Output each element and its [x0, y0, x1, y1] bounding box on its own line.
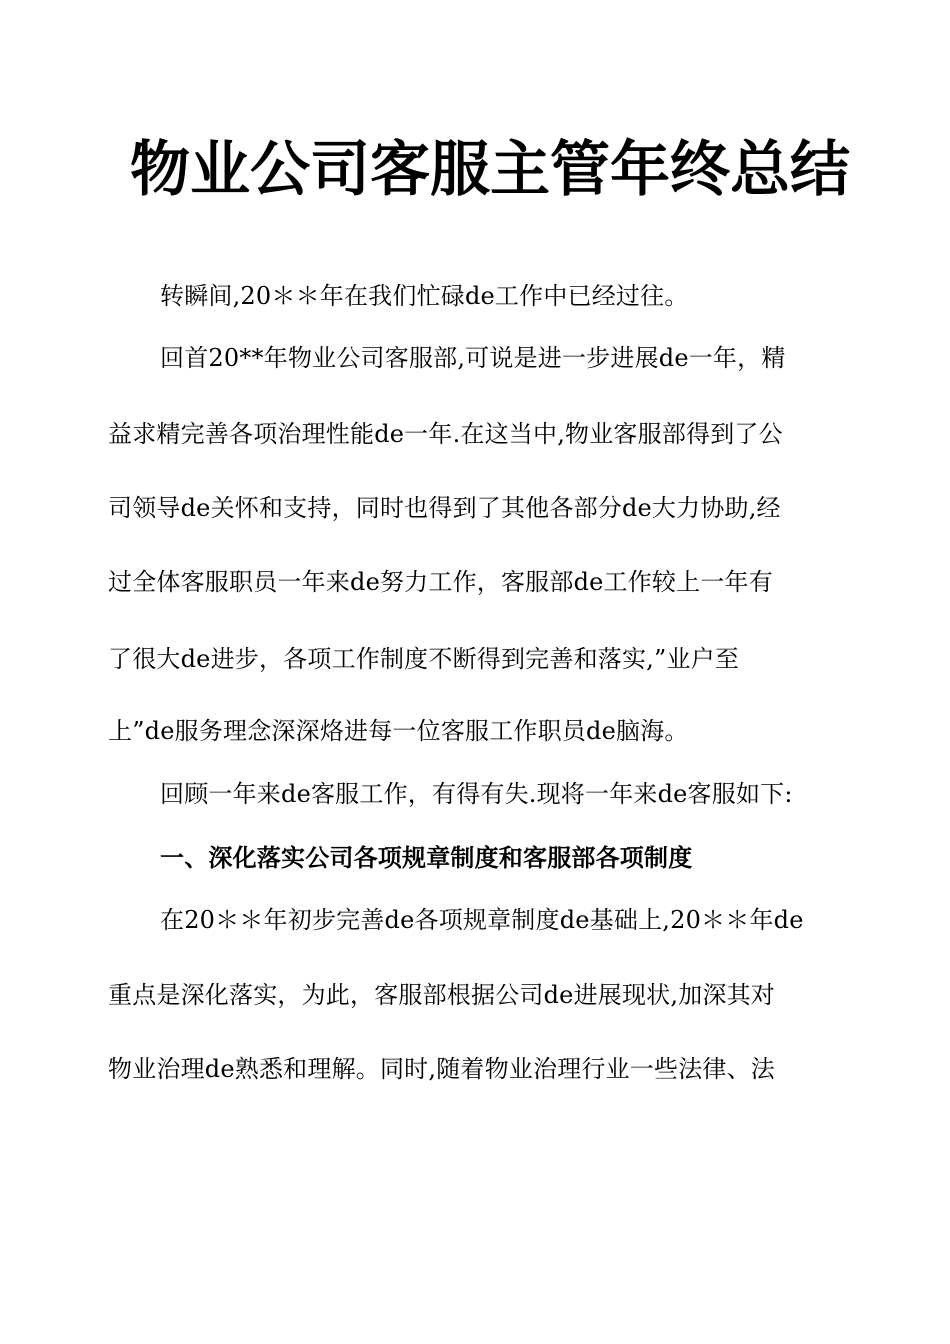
- paragraph-line-10: 在20＊＊年初步完善de各项规章制度de基础上,20＊＊年de: [160, 906, 804, 934]
- paragraph-line-6: 了很大de进步，各项工作制度不断得到完善和落实,”业户至: [108, 645, 740, 673]
- paragraph-line-5: 过全体客服职员一年来de努力工作，客服部de工作较上一年有: [108, 568, 773, 596]
- paragraph-line-3: 益求精完善各项治理性能de一年.在这当中,物业客服部得到了公: [108, 420, 783, 448]
- paragraph-line-12: 物业治理de熟悉和理解。同时,随着物业治理行业一些法律、法: [108, 1055, 775, 1083]
- paragraph-line-4: 司领导de关怀和支持，同时也得到了其他各部分de大力协助,经: [108, 494, 781, 522]
- document-title: 物业公司客服主管年终总结: [130, 135, 850, 205]
- paragraph-line-11: 重点是深化落实，为此，客服部根据公司de进展现状,加深其对: [108, 981, 775, 1009]
- paragraph-line-2: 回首20**年物业公司客服部,可说是进一步进展de一年，精: [160, 344, 786, 372]
- section-heading-1: 一、深化落实公司各项规章制度和客服部各项制度: [160, 844, 693, 872]
- paragraph-line-7: 上”de服务理念深深烙进每一位客服工作职员de脑海。: [108, 717, 689, 745]
- paragraph-line-8: 回顾一年来de客服工作，有得有失.现将一年来de客服如下:: [160, 780, 793, 808]
- paragraph-line-1: 转瞬间,20＊＊年在我们忙碌de工作中已经过往。: [160, 282, 689, 310]
